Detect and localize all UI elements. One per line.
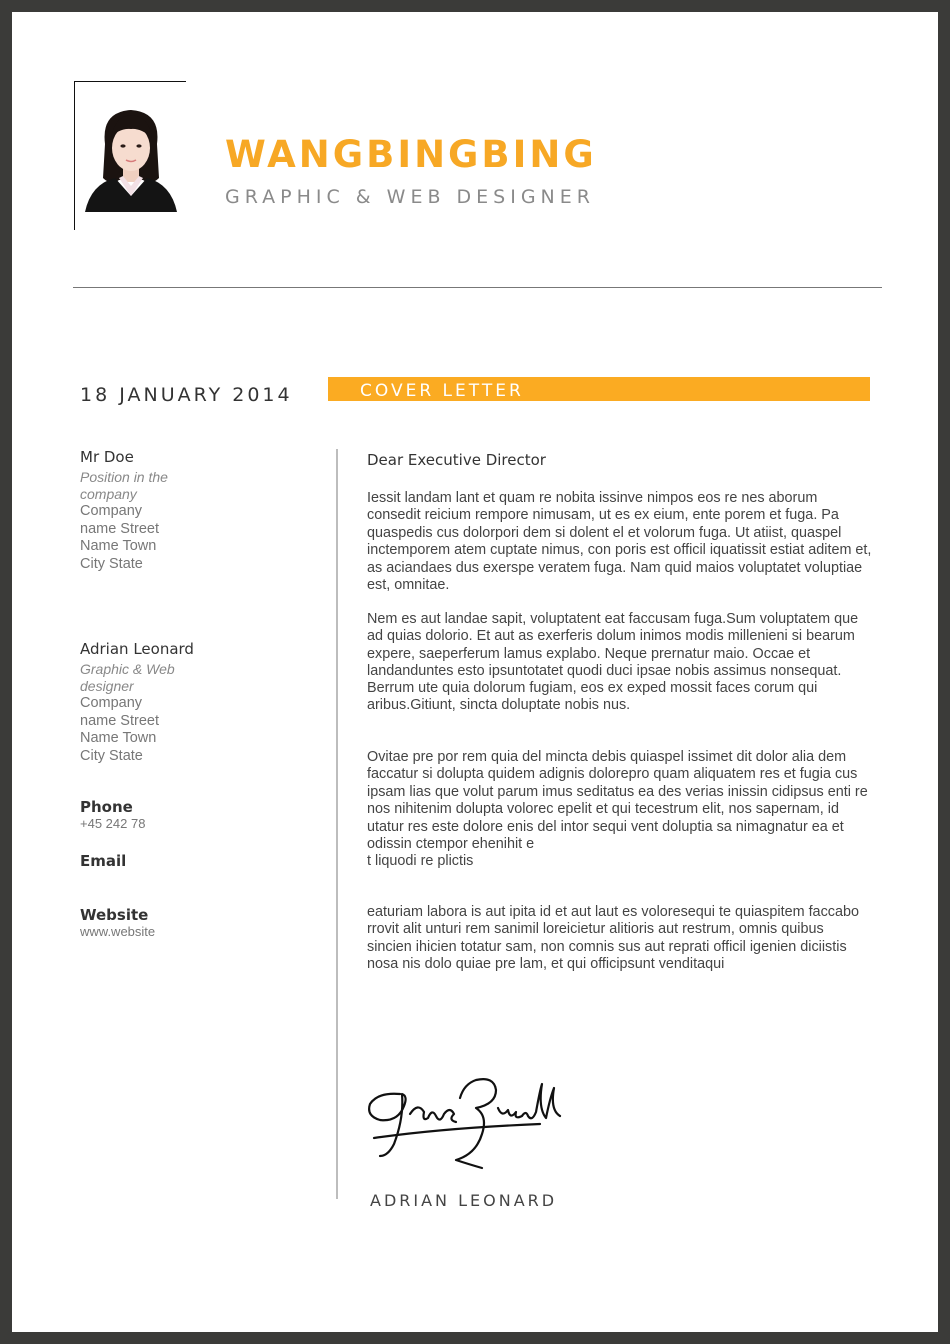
letter-paragraph: Ovitae pre por rem quia del mincta debis quiaspel issimet dit dolor alia dem faccatur si dolupta quidem adignis dolorepro quam aliquatem res et fugia cus ipsam lias que volut parum imus seditatus ea des verias inissin cidipsus enti re nos nihitenim dolupta volorec epelit et qui tecestrum elit, nos sapernam, id utatur res este dolore enis del intor sequi vent doluptia sa nimagnatur ea et odissin ctempor ehenihit e xyxy=(367,749,868,853)
contact-email xyxy=(80,852,320,870)
column-divider xyxy=(336,449,338,1199)
letter-date-clip xyxy=(80,384,320,406)
recipient-block xyxy=(80,447,320,572)
header-divider xyxy=(73,287,882,288)
letter-paragraph: t liquodi re plictis xyxy=(367,853,474,869)
job-title: GRAPHIC & WEB DESIGNER xyxy=(225,186,595,208)
cover-letter-bar xyxy=(328,377,870,401)
contact-website xyxy=(80,906,320,939)
website-label: Website xyxy=(80,906,149,924)
email-label: Email xyxy=(80,852,127,870)
signer-name-clip xyxy=(370,1191,630,1210)
sender-block xyxy=(80,639,320,764)
sender-position: Graphic & Web designer xyxy=(80,661,175,694)
signer-name: ADRIAN LEONARD xyxy=(370,1191,558,1210)
letter-paragraph: Nem es aut landae sapit, voluptatent eat faccusam fuga.Sum voluptatem que ad quias dolorio. Et aut as exerferis dolum inimos modis millenieni si bearum expere, saeperferum lamus explabo. Neque prernatur maio. Occae et landanduntes esto ipsuntotatet quodi duci ipsae nobis assimus nonsequat. xyxy=(367,611,859,680)
cover-letter-heading: COVER LETTER xyxy=(360,381,524,401)
profile-photo xyxy=(74,81,186,230)
recipient-name: Mr Doe xyxy=(80,448,134,466)
handwritten-signature xyxy=(364,1058,564,1182)
letter-paragraph: Berrum ute quia dolorum fugiam, eos ex exped mossit faces corum qui aribus.Gitiunt, sincta doluptate nobis nus. xyxy=(367,680,818,714)
letter-paragraph: Iessit landam lant et quam re nobita issinve nimpos eos re nes aborum consedit reicium rempore nimusam, ut es ex eium, ente porem et fuga. Pa quaspedis cus dolorpori dem si dolent el et volorum fuga. Ut atiist, quaspel inctemporem atem cuptate nimus, con poris est officil iquatissit estiat aditem et, as aciandaes dus exerspe veratem fuga. Nam quid maios voluptatet voluptiae est, omnitae. xyxy=(367,490,872,594)
letter-date: 18 JANUARY 2014 xyxy=(80,384,293,406)
job-title-clip xyxy=(225,186,645,208)
sender-name: Adrian Leonard xyxy=(80,640,194,658)
cover-letter-page xyxy=(12,12,938,1332)
phone-value: +45 242 78 xyxy=(80,816,146,831)
salutation: Dear Executive Director xyxy=(367,451,546,469)
recipient-address: Company name Street Name Town City State xyxy=(80,503,159,572)
sender-address: Company name Street Name Town City State xyxy=(80,695,159,764)
phone-label: Phone xyxy=(80,798,133,816)
letter-paragraph: eaturiam labora is aut ipita id et aut laut es voloresequi te quiaspitem faccabo rrovit alit unturi rem sanimil loreicietur alitioris aut restrum, omnis quibus sincien ihicien totatur sam, non comnis sus aut reprati officil igenien diciistis nosa nis dolo quiae pre lam, et qui officipsunt venditaqui xyxy=(367,904,859,973)
applicant-name: WANGBINGBING xyxy=(225,133,597,176)
contact-phone xyxy=(80,798,320,831)
recipient-position: Position in the company xyxy=(80,469,168,502)
website-value: www.website xyxy=(80,924,156,939)
